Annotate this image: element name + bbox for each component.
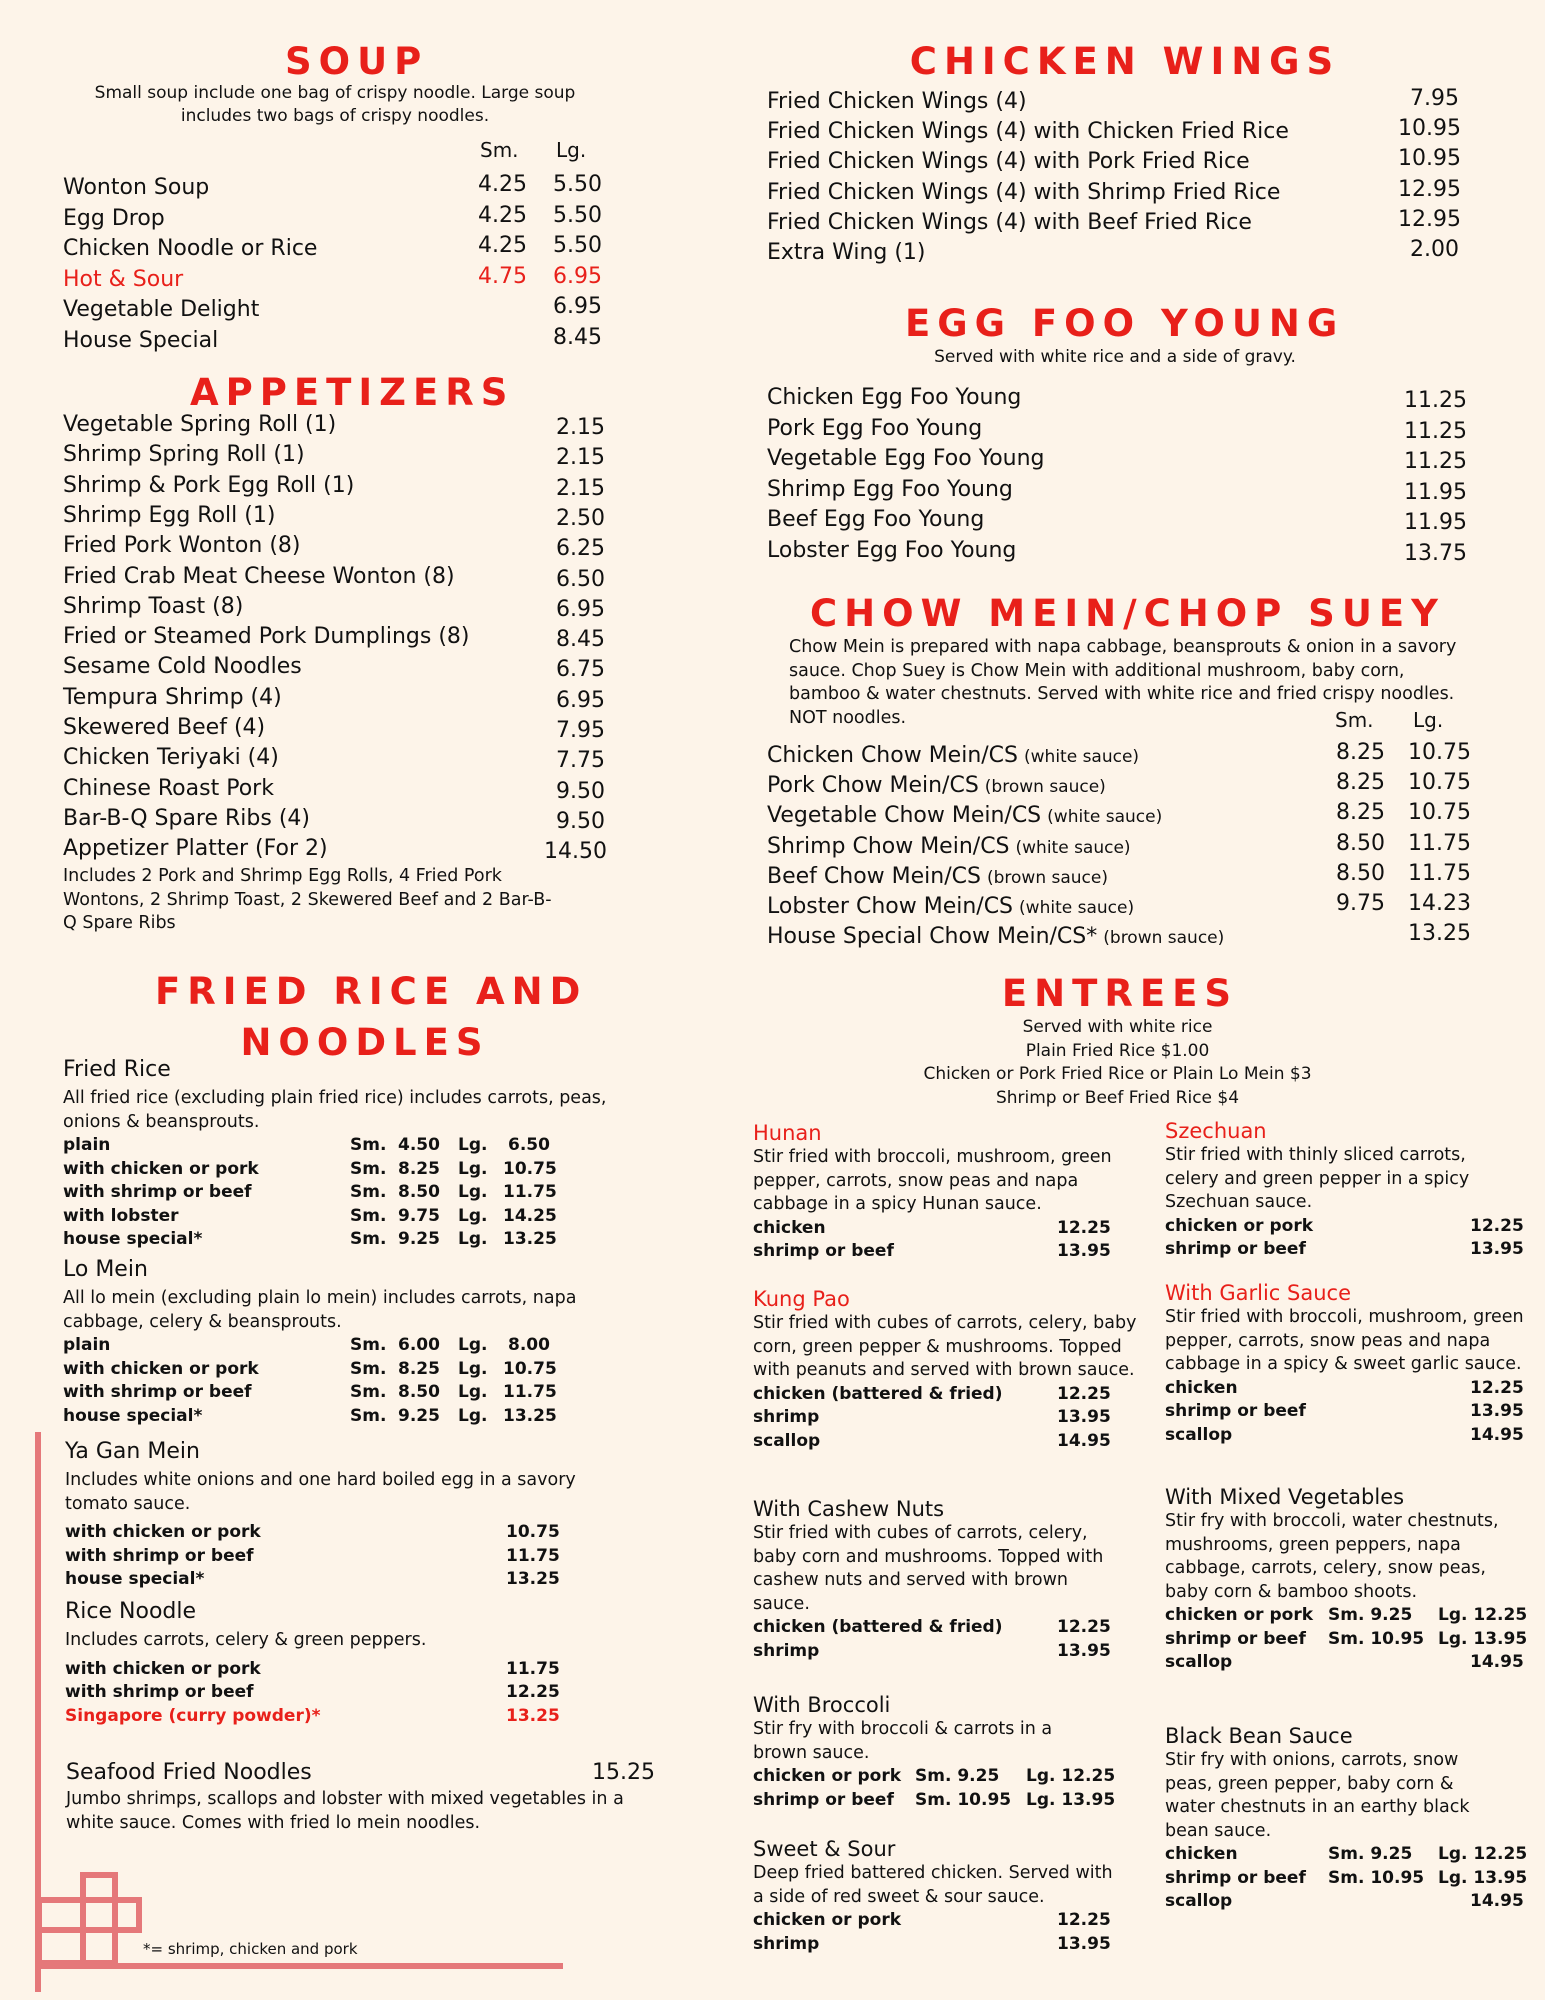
garlic-row-price: 13.95 (1470, 1401, 1524, 1422)
chow-mein-price-lg: 11.75 (1408, 860, 1471, 886)
fried-rice-title-line1: FRIED RICE AND (155, 970, 588, 1013)
wing-item-name: Extra Wing (1) (767, 240, 926, 265)
kung_pao-row-name: shrimp (753, 1407, 820, 1428)
lo_mein-row-sm-label: Sm. (350, 1335, 387, 1355)
appetizer-item-name: Shrimp Egg Roll (1) (63, 502, 276, 528)
black_bean-row-lg: 14.95 (1470, 1891, 1524, 1912)
lo_mein-row-lg-label: Lg. (458, 1335, 488, 1355)
garlic-row-price: 12.25 (1470, 1377, 1524, 1398)
fried_rice-row-sm: 9.25 (398, 1229, 440, 1250)
chicken-wings-title: CHICKEN WINGS (909, 40, 1341, 83)
chow-mein-item-sauce: (white sauce) (1024, 747, 1140, 767)
kung_pao-row-price: 12.25 (1057, 1383, 1111, 1404)
efy-item-price: 11.25 (1404, 449, 1467, 474)
lo_mein-row-lg-label: Lg. (458, 1358, 488, 1379)
ya_gan_mein-row-name: with chicken or pork (65, 1522, 261, 1542)
appetizer-item-name: Chinese Roast Pork (63, 775, 274, 801)
appetizer-item-name: Fried Pork Wonton (8) (63, 533, 301, 559)
chow-mein-price-lg: 13.25 (1408, 921, 1471, 947)
broccoli-name: With Broccoli (753, 1693, 891, 1717)
broccoli-desc: Stir fry with broccoli & carrots in a brown sauce. (753, 1719, 1053, 1763)
kung_pao-desc: Stir fried with cubes of carrots, celery, baby corn, green pepper & mushrooms. Topped with peanuts and served with brown sauce. (753, 1313, 1137, 1380)
garlic-row-price: 14.95 (1470, 1424, 1524, 1445)
ya_gan_mein-row-price: 10.75 (506, 1522, 560, 1542)
chow-mein-price-lg: 10.75 (1408, 800, 1471, 826)
garlic-row-name: shrimp or beef (1165, 1401, 1306, 1422)
appetizer-item-price: 8.45 (556, 627, 605, 653)
soup-item-price-lg: 5.50 (553, 202, 602, 228)
soup-item-price-lg: 5.50 (553, 172, 602, 197)
black_bean-row-sm: Sm. 10.95 (1328, 1867, 1425, 1888)
chow-mein-price-lg: 10.75 (1408, 740, 1471, 765)
chow-mein-price-sm: 9.75 (1336, 891, 1385, 916)
mixed_veg-row-lg: Lg. 13.95 (1438, 1628, 1528, 1649)
wing-item-price: 10.95 (1398, 146, 1461, 172)
broccoli-row-name: shrimp or beef (753, 1789, 894, 1810)
entrees-title: ENTREES (1001, 972, 1239, 1015)
efy-item-name: Chicken Egg Foo Young (767, 385, 1022, 410)
soup-col-lg: Lg. (556, 138, 587, 162)
hunan-row-name: shrimp or beef (753, 1241, 894, 1262)
cashew-row-price: 13.95 (1057, 1640, 1111, 1661)
soup-col-sm: Sm. (480, 138, 519, 162)
seafood-desc: Jumbo shrimps, scallops and lobster with mixed vegetables in a white sauce. Comes with fried lo mein noodles. (66, 1789, 624, 1833)
chow-mein-item-name: Lobster Chow Mein/CS (767, 894, 1014, 919)
soup-note: Small soup include one bag of crispy noodle. Large soup includes two bags of crispy noodles. (94, 83, 576, 126)
lo_mein-row-sm: 8.50 (398, 1382, 440, 1403)
appetizer-item-name: Tempura Shrimp (4) (63, 684, 282, 710)
soup-item-price-sm: 4.25 (478, 202, 527, 228)
wing-item-name: Fried Chicken Wings (4) (767, 89, 1027, 114)
lo_mein-row-name: house special* (63, 1405, 203, 1426)
chow-mein-col-lg: Lg. (1413, 708, 1444, 732)
hunan-row-price: 12.25 (1057, 1217, 1111, 1238)
hunan-desc: Stir fried with broccoli, mushroom, green pepper, carrots, snow peas and napa cabbage in a spicy Hunan sauce. (753, 1147, 1112, 1214)
wing-item-name: Fried Chicken Wings (4) with Chicken Fried Rice (767, 119, 1289, 145)
appetizer-item-price: 6.75 (556, 657, 605, 683)
lo_mein-row-lg: 13.25 (503, 1405, 557, 1426)
wing-item-name: Fried Chicken Wings (4) with Pork Fried Rice (767, 149, 1250, 175)
chow-mein-item-name: Pork Chow Mein/CS (767, 773, 979, 799)
ya_gan_mein-row-name: with shrimp or beef (65, 1545, 254, 1566)
lo_mein-row-sm: 6.00 (398, 1335, 440, 1355)
entrees-note-line: Plain Fried Rice $1.00 (1025, 1040, 1210, 1061)
fried_rice-row-lg-label: Lg. (458, 1135, 488, 1155)
soup-item-price-sm: 4.25 (478, 172, 527, 197)
efy-item-name: Pork Egg Foo Young (767, 415, 983, 441)
footnote: *= shrimp, chicken and pork (143, 1940, 358, 1958)
cashew-desc: Stir fried with cubes of carrots, celery, baby corn and mushrooms. Topped with cashew nuts and served with brown sauce. (753, 1523, 1104, 1614)
chow-mein-item-name: Chicken Chow Mein/CS (767, 743, 1019, 768)
soup-item-name: Chicken Noodle or Rice (63, 236, 318, 261)
chow-mein-note: Chow Mein is prepared with napa cabbage, beansprouts & onion in a savory sauce. Chop Suey is Chow Mein with additional mushroom, baby corn, bamboo & water chestnuts. Served with white rice and fried crispy noodles. NOT noodles. (789, 637, 1457, 728)
szechuan-row-name: shrimp or beef (1165, 1239, 1306, 1260)
cashew-name: With Cashew Nuts (753, 1497, 945, 1521)
efy-item-price: 11.25 (1404, 418, 1467, 444)
fried_rice-row-sm: 8.25 (398, 1158, 440, 1179)
chow-mein-col-sm: Sm. (1335, 708, 1374, 732)
appetizer-item-name: Bar-B-Q Spare Ribs (4) (63, 805, 310, 831)
ya_gan_mein-row-price: 11.75 (506, 1545, 560, 1566)
chow-mein-price-sm: 8.50 (1336, 830, 1385, 856)
ya_gan_mein-name: Ya Gan Mein (65, 1439, 200, 1464)
fried_rice-row-sm-label: Sm. (350, 1182, 387, 1203)
appetizer-item-price: 9.50 (556, 808, 605, 834)
appetizer-item-name: Shrimp & Pork Egg Roll (1) (63, 472, 355, 498)
chow-mein-item-sauce: (white sauce) (1019, 898, 1135, 918)
platter-note: Includes 2 Pork and Shrimp Egg Rolls, 4 Fried Pork Wontons, 2 Shrimp Toast, 2 Skewered Beef and 2 Bar-B-Q Spare Ribs (63, 866, 552, 933)
appetizer-item-price: 2.50 (556, 505, 605, 531)
chow-mein-item-sauce: (brown sauce) (986, 867, 1108, 888)
fried_rice-row-lg: 13.25 (503, 1229, 557, 1250)
fried_rice-row-name: with shrimp or beef (63, 1182, 252, 1203)
soup-item-price-lg: 5.50 (553, 233, 602, 258)
broccoli-row-lg: Lg. 13.95 (1026, 1789, 1116, 1810)
szechuan-name: Szechuan (1165, 1119, 1267, 1143)
soup-item-price-sm: 4.75 (478, 263, 527, 289)
mixed_veg-name: With Mixed Vegetables (1165, 1485, 1405, 1509)
ya_gan_mein-row-name: house special* (65, 1569, 205, 1590)
rice_noodle-row-price: 12.25 (506, 1682, 560, 1703)
lo_mein-row-sm-label: Sm. (350, 1405, 387, 1426)
wing-item-price: 7.95 (1410, 86, 1459, 111)
fried_rice-row-sm: 9.75 (398, 1205, 440, 1226)
fried_rice-row-name: with chicken or pork (63, 1158, 259, 1179)
appetizer-item-name: Skewered Beef (4) (63, 715, 266, 740)
fried_rice-name: Fried Rice (63, 1057, 171, 1082)
lo_mein-row-lg: 8.00 (508, 1335, 550, 1355)
chow-mein-item-sauce: (brown sauce) (984, 777, 1106, 798)
fried_rice-row-lg-label: Lg. (458, 1182, 488, 1203)
appetizer-item-price: 7.95 (556, 718, 605, 743)
chow-mein-price-sm: 8.25 (1336, 740, 1385, 765)
sweet_sour-row-name: shrimp (753, 1933, 820, 1954)
seafood-price: 15.25 (592, 1760, 655, 1785)
seafood-name: Seafood Fried Noodles (66, 1760, 312, 1785)
soup-item-name: Wonton Soup (63, 175, 210, 200)
garlic-row-name: scallop (1165, 1424, 1233, 1445)
fried_rice-row-lg: 14.25 (503, 1205, 557, 1226)
chow-mein-item-sauce: (brown sauce) (1103, 928, 1225, 949)
black_bean-row-sm: Sm. 9.25 (1328, 1844, 1413, 1864)
soup-item-price-lg: 8.45 (553, 324, 602, 350)
hunan-row-name: chicken (753, 1217, 826, 1238)
fried_rice-row-sm: 8.50 (398, 1182, 440, 1203)
appetizer-item-name: Chicken Teriyaki (4) (63, 745, 279, 771)
soup-item-price-lg: 6.95 (553, 263, 602, 289)
ya_gan_mein-desc: Includes white onions and one hard boiled egg in a savory tomato sauce. (65, 1470, 576, 1514)
szechuan-row-price: 13.95 (1470, 1239, 1524, 1260)
efy-item-name: Shrimp Egg Foo Young (767, 476, 1013, 502)
fried-rice-title-line2: NOODLES (240, 1021, 490, 1064)
efy-item-price: 13.75 (1404, 540, 1467, 566)
wing-item-name: Fried Chicken Wings (4) with Beef Fried Rice (767, 209, 1252, 235)
soup-item-price-sm: 4.25 (478, 233, 527, 258)
mixed_veg-row-name: chicken or pork (1165, 1605, 1314, 1625)
efy-item-name: Beef Egg Foo Young (767, 507, 985, 532)
entrees-note-line: Served with white rice (1022, 1017, 1213, 1037)
mixed_veg-row-lg: 14.95 (1470, 1652, 1524, 1673)
lo_mein-row-sm-label: Sm. (350, 1382, 387, 1403)
mixed_veg-row-name: shrimp or beef (1165, 1628, 1306, 1649)
hunan-row-price: 13.95 (1057, 1241, 1111, 1262)
chow-mein-price-sm: 8.50 (1336, 860, 1385, 886)
lo_mein-row-sm: 9.25 (398, 1405, 440, 1426)
kung_pao-row-price: 14.95 (1057, 1430, 1111, 1451)
fried_rice-row-lg-label: Lg. (458, 1205, 488, 1226)
black_bean-row-name: chicken (1165, 1844, 1238, 1864)
lo_mein-row-lg: 10.75 (503, 1358, 557, 1379)
efy-item-price: 11.95 (1404, 510, 1467, 535)
wing-item-price: 12.95 (1398, 206, 1461, 232)
appetizer-item-name: Vegetable Spring Roll (1) (63, 412, 337, 437)
efy-item-name: Lobster Egg Foo Young (767, 537, 1017, 563)
chow-mein-title: CHOW MEIN/CHOP SUEY (810, 592, 1445, 635)
cashew-row-name: shrimp (753, 1640, 820, 1661)
appetizer-item-price: 6.50 (556, 566, 605, 592)
fried_rice-row-name: plain (63, 1135, 111, 1155)
appetizer-item-name: Fried Crab Meat Cheese Wonton (8) (63, 563, 455, 589)
lo_mein-row-lg: 11.75 (503, 1382, 557, 1403)
egg-foo-young-title: EGG FOO YOUNG (905, 302, 1345, 345)
soup-item-name: House Special (63, 327, 219, 353)
lo_mein-row-lg-label: Lg. (458, 1382, 488, 1403)
sweet_sour-row-price: 13.95 (1057, 1933, 1111, 1954)
soup-item-name: Hot & Sour (63, 266, 184, 292)
appetizers-title: APPETIZERS (190, 371, 515, 414)
fried_rice-row-name: with lobster (63, 1205, 179, 1226)
appetizer-item-price: 6.25 (556, 536, 605, 562)
black_bean-row-lg: Lg. 12.25 (1438, 1844, 1528, 1864)
appetizer-item-price: 9.50 (556, 778, 605, 804)
fried_rice-row-lg: 11.75 (503, 1182, 557, 1203)
sweet_sour-name: Sweet & Sour (753, 1837, 896, 1861)
mixed_veg-desc: Stir fry with broccoli, water chestnuts, mushrooms, green peppers, napa cabbage, carrots, celery, snow peas, baby corn & bamboo shoots. (1165, 1511, 1499, 1602)
chow-mein-price-lg: 10.75 (1408, 770, 1471, 796)
appetizer-item-name: Shrimp Spring Roll (1) (63, 442, 305, 468)
appetizer-item-price: 6.95 (556, 596, 605, 622)
sweet_sour-desc: Deep fried battered chicken. Served with a side of red sweet & sour sauce. (753, 1863, 1113, 1907)
mixed_veg-row-lg: Lg. 12.25 (1438, 1605, 1528, 1625)
chow-mein-price-lg: 11.75 (1408, 830, 1471, 856)
chow-mein-item-sauce: (white sauce) (1015, 837, 1131, 858)
chow-mein-item-name: Shrimp Chow Mein/CS (767, 833, 1010, 859)
szechuan-desc: Stir fried with thinly sliced carrots, celery and green pepper in a spicy Szechuan sauce. (1165, 1145, 1470, 1212)
efy-item-name: Vegetable Egg Foo Young (767, 446, 1045, 471)
lo_mein-row-lg-label: Lg. (458, 1405, 488, 1426)
kung_pao-name: Kung Pao (753, 1287, 850, 1311)
rice_noodle-row-name: Singapore (curry powder)* (65, 1705, 321, 1726)
lo_mein-row-sm: 8.25 (398, 1358, 440, 1379)
black_bean-row-lg: Lg. 13.95 (1438, 1867, 1528, 1888)
soup-item-name: Vegetable Delight (63, 297, 260, 322)
chow-mein-price-sm: 8.25 (1336, 800, 1385, 826)
wing-item-price: 10.95 (1398, 116, 1461, 142)
broccoli-row-lg: Lg. 12.25 (1026, 1766, 1116, 1786)
lo_mein-desc: All lo mein (excluding plain lo mein) includes carrots, napa cabbage, celery & beansprouts. (63, 1288, 577, 1332)
soup-item-name: Egg Drop (63, 205, 165, 231)
rice_noodle-row-price: 11.75 (506, 1658, 560, 1679)
cashew-row-price: 12.25 (1057, 1617, 1111, 1637)
chow-mein-item-name: Vegetable Chow Mein/CS (767, 803, 1042, 829)
fried_rice-row-sm-label: Sm. (350, 1158, 387, 1179)
fried_rice-row-sm-label: Sm. (350, 1229, 387, 1250)
fried_rice-row-lg-label: Lg. (458, 1158, 488, 1179)
rice_noodle-row-price: 13.25 (506, 1705, 560, 1726)
rice_noodle-name: Rice Noodle (65, 1599, 197, 1624)
rice_noodle-row-name: with chicken or pork (65, 1658, 261, 1679)
lo_mein-row-name: plain (63, 1335, 111, 1355)
black_bean-row-name: scallop (1165, 1891, 1233, 1912)
efy-item-price: 11.25 (1404, 388, 1467, 413)
kung_pao-row-name: chicken (battered & fried) (753, 1383, 1003, 1404)
lo_mein-row-sm-label: Sm. (350, 1358, 387, 1379)
fried_rice-row-name: house special* (63, 1229, 203, 1250)
black_bean-desc: Stir fry with onions, carrots, snow peas, green pepper, baby corn & water chestnuts in an earthy black bean sauce. (1165, 1750, 1470, 1841)
mixed_veg-row-sm: Sm. 9.25 (1328, 1605, 1413, 1625)
fried_rice-row-lg: 10.75 (503, 1158, 557, 1179)
garlic-row-name: chicken (1165, 1377, 1238, 1398)
egg-foo-young-note: Served with white rice and a side of gravy. (934, 347, 1296, 367)
appetizer-item-price: 2.15 (556, 445, 605, 471)
entrees-note-line: Chicken or Pork Fried Rice or Plain Lo Mein $3 (923, 1064, 1312, 1084)
chow-mein-price-sm: 8.25 (1336, 770, 1385, 796)
mixed_veg-row-sm: Sm. 10.95 (1328, 1628, 1425, 1649)
hunan-name: Hunan (753, 1121, 822, 1145)
fried_rice-row-sm-label: Sm. (350, 1135, 387, 1155)
appetizer-item-name: Appetizer Platter (For 2) (63, 836, 328, 862)
fried_rice-row-lg-label: Lg. (458, 1229, 488, 1250)
appetizer-item-price: 6.95 (556, 687, 605, 713)
rice_noodle-desc: Includes carrots, celery & green peppers. (65, 1630, 427, 1650)
rice_noodle-row-name: with shrimp or beef (65, 1682, 254, 1703)
cashew-row-name: chicken (battered & fried) (753, 1617, 1003, 1637)
chow-mein-item-name: House Special Chow Mein/CS* (767, 924, 1098, 950)
chow-mein-price-lg: 14.23 (1408, 891, 1471, 916)
fried_rice-row-sm-label: Sm. (350, 1205, 387, 1226)
szechuan-row-price: 12.25 (1470, 1215, 1524, 1236)
appetizer-item-price: 2.15 (556, 475, 605, 501)
soup-item-price-lg: 6.95 (553, 294, 602, 319)
garlic-name: With Garlic Sauce (1165, 1281, 1351, 1305)
black_bean-row-name: shrimp or beef (1165, 1867, 1306, 1888)
lo_mein-row-name: with chicken or pork (63, 1358, 259, 1379)
fried_rice-row-sm: 4.50 (398, 1135, 440, 1155)
chow-mein-item-name: Beef Chow Mein/CS (767, 863, 981, 889)
soup-title: SOUP (285, 40, 429, 83)
lo_mein-row-name: with shrimp or beef (63, 1382, 252, 1403)
kung_pao-row-price: 13.95 (1057, 1407, 1111, 1428)
fried_rice-desc: All fried rice (excluding plain fried rice) includes carrots, peas, onions & beansprouts. (63, 1088, 607, 1132)
lo_mein-name: Lo Mein (63, 1257, 148, 1282)
appetizer-item-price: 14.50 (544, 839, 607, 865)
broccoli-row-sm: Sm. 9.25 (915, 1766, 1000, 1786)
ya_gan_mein-row-price: 13.25 (506, 1569, 560, 1590)
appetizer-item-name: Sesame Cold Noodles (63, 654, 302, 680)
black_bean-name: Black Bean Sauce (1165, 1724, 1353, 1748)
entrees-note-line: Shrimp or Beef Fried Rice $4 (995, 1087, 1240, 1108)
wing-item-price: 12.95 (1398, 176, 1461, 202)
sweet_sour-row-price: 12.25 (1057, 1910, 1111, 1930)
appetizer-item-name: Shrimp Toast (8) (63, 593, 244, 619)
broccoli-row-sm: Sm. 10.95 (915, 1789, 1012, 1810)
appetizer-item-price: 2.15 (556, 415, 605, 440)
appetizer-item-name: Fried or Steamed Pork Dumplings (8) (63, 624, 470, 650)
garlic-desc: Stir fried with broccoli, mushroom, green pepper, carrots, snow peas and napa cabbage in a spicy & sweet garlic sauce. (1165, 1307, 1524, 1374)
efy-item-price: 11.95 (1404, 479, 1467, 505)
sweet_sour-row-name: chicken or pork (753, 1910, 902, 1930)
broccoli-row-name: chicken or pork (753, 1766, 902, 1786)
fried_rice-row-lg: 6.50 (508, 1135, 550, 1155)
kung_pao-row-name: scallop (753, 1430, 821, 1451)
mixed_veg-row-name: scallop (1165, 1652, 1233, 1673)
wing-item-name: Fried Chicken Wings (4) with Shrimp Fried Rice (767, 179, 1281, 205)
decorative-knot-icon (35, 1872, 145, 1967)
chow-mein-item-sauce: (white sauce) (1047, 807, 1163, 828)
wing-item-price: 2.00 (1410, 237, 1459, 262)
appetizer-item-price: 7.75 (556, 748, 605, 774)
szechuan-row-name: chicken or pork (1165, 1215, 1314, 1236)
